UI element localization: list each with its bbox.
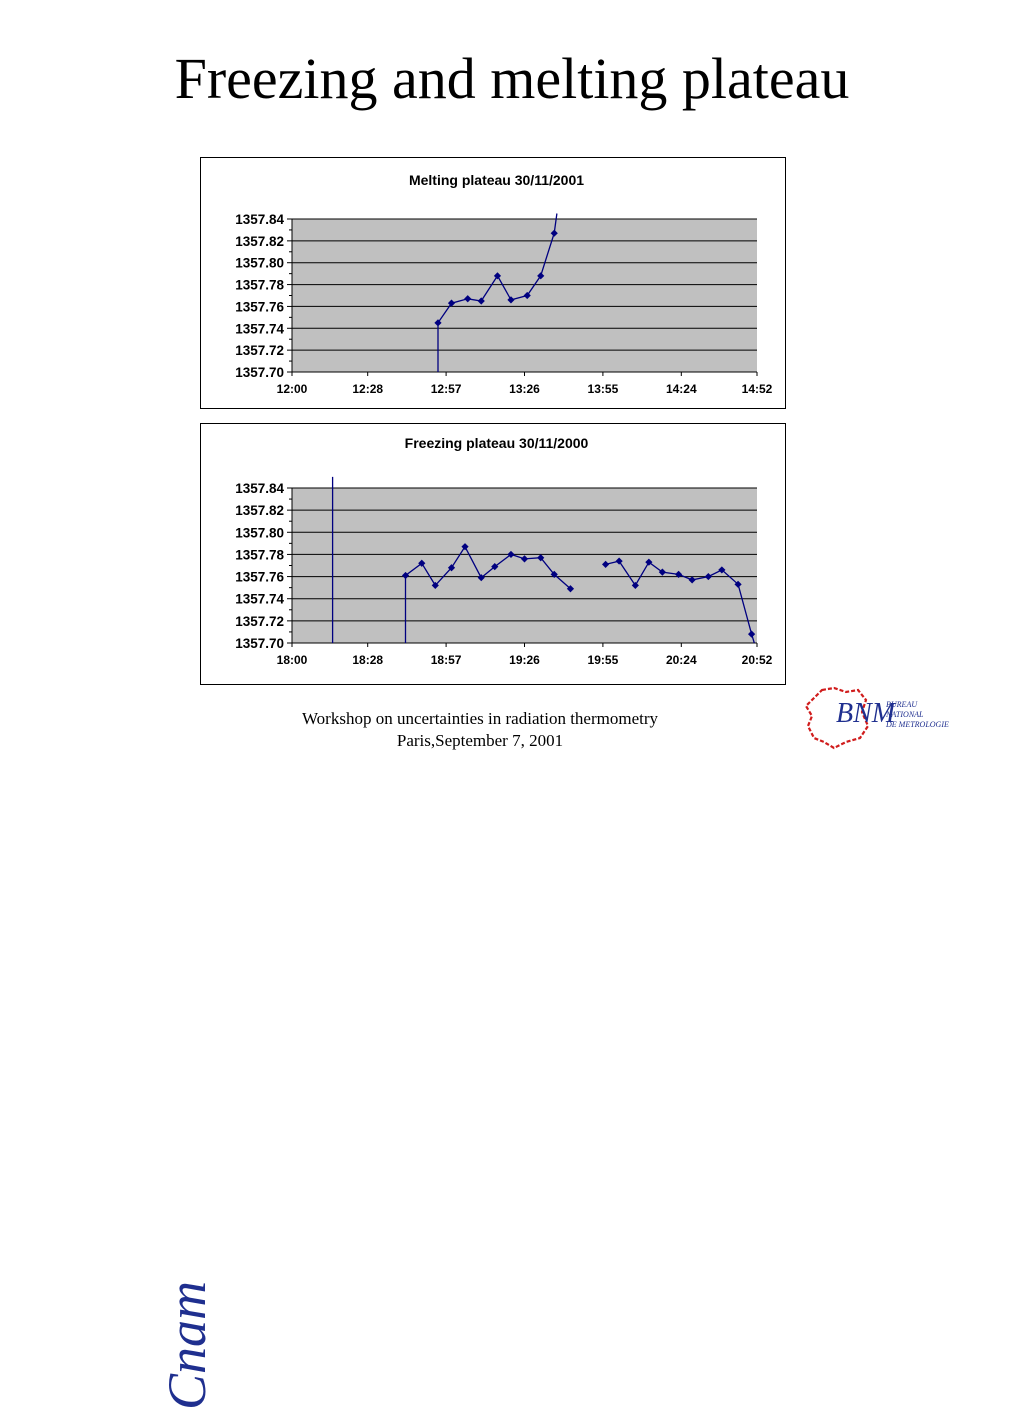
- freezing-x-tick-label: 20:52: [741, 653, 773, 667]
- freezing-y-tick-label: 1357.84: [235, 481, 284, 496]
- melting-y-tick-label: 1357.72: [235, 343, 284, 359]
- bnm-logo: [800, 686, 960, 750]
- freezing-y-tick-label: 1357.72: [235, 613, 284, 629]
- cnam-logo: [74, 660, 217, 1410]
- freezing-x-tick-label: 19:55: [587, 653, 619, 667]
- melting-x-tick-label: 12:28: [352, 382, 384, 396]
- melting-x-tick-label: 13:26: [509, 382, 540, 396]
- freezing-x-tick-label: 18:28: [352, 653, 384, 667]
- freezing-plateau-svg: [201, 424, 787, 686]
- melting-y-tick-label: 1357.80: [235, 255, 284, 271]
- freezing-title: Freezing plateau 30/11/2000: [404, 435, 589, 451]
- melting-y-tick-label: 1357.74: [235, 321, 284, 337]
- melting-plateau-svg: [201, 158, 787, 410]
- bnm-logo-mark: BNM: [836, 698, 896, 729]
- melting-x-tick-label: 12:57: [430, 382, 462, 396]
- freezing-y-tick-label: 1357.76: [235, 569, 284, 585]
- melting-y-tick-label: 1357.84: [235, 212, 284, 227]
- freezing-y-tick-label: 1357.78: [235, 547, 284, 563]
- bnm-sub-line-3: DE METROLOGIE: [886, 720, 949, 729]
- footer-line-2: Paris,September 7, 2001: [396, 731, 564, 750]
- slide-title: Freezing and melting plateau: [174, 46, 850, 111]
- freezing-y-tick-label: 1357.70: [235, 636, 284, 651]
- freezing-y-tick-label: 1357.82: [235, 503, 284, 519]
- melting-title: Melting plateau 30/11/2001: [408, 172, 585, 188]
- footer-line-1: Workshop on uncertainties in radiation thermometry: [301, 709, 658, 728]
- melting-y-tick-label: 1357.70: [235, 365, 284, 380]
- bnm-logo-subtitle: [886, 700, 949, 730]
- freezing-plot-area: [292, 488, 757, 643]
- freezing-x-tick-label: 20:24: [665, 653, 697, 667]
- bnm-sub-line-1: BUREAU: [886, 700, 918, 709]
- melting-y-tick-label: 1357.76: [235, 299, 284, 315]
- freezing-x-tick-label: 18:00: [276, 653, 308, 667]
- freezing-x-tick-label: 19:26: [509, 653, 540, 667]
- cnam-logo-text: Cnam: [157, 1280, 217, 1410]
- melting-y-tick-label: 1357.78: [235, 277, 284, 293]
- freezing-y-tick-label: 1357.74: [235, 591, 284, 607]
- freezing-y-tick-label: 1357.80: [235, 525, 284, 541]
- footer: [240, 708, 720, 752]
- melting-y-tick-label: 1357.82: [235, 233, 284, 249]
- melting-x-tick-label: 14:52: [741, 382, 773, 396]
- bnm-sub-line-2: NATIONAL: [886, 710, 924, 719]
- freezing-plateau-chart: [200, 423, 786, 685]
- freezing-x-tick-label: 18:57: [430, 653, 462, 667]
- melting-x-tick-label: 12:00: [276, 382, 308, 396]
- melting-x-tick-label: 13:55: [587, 382, 619, 396]
- melting-x-tick-label: 14:24: [665, 382, 697, 396]
- melting-plateau-chart: [200, 157, 786, 409]
